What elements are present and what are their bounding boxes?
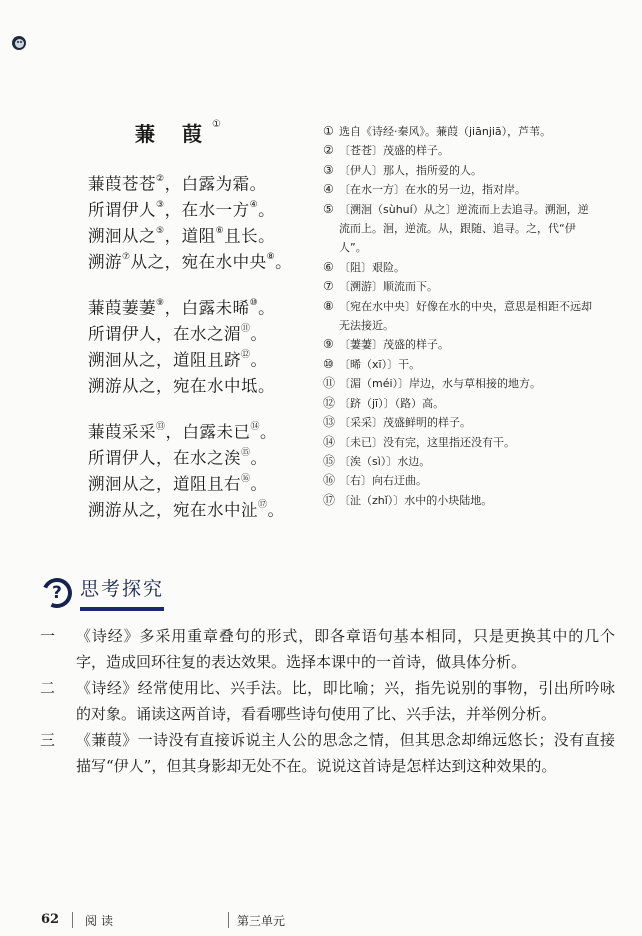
title-note-ref[interactable]: ① [211,119,221,131]
annotation-text: 〔在水一方〕在水的另一边，指对岸。 [339,183,526,197]
poem-title-text: 蒹 葭 [135,122,212,146]
annotation-text: 〔萋萋〕茂盛的样子。 [339,338,449,352]
annotation-item [323,433,593,452]
annotation-number: ⑩ [323,356,334,371]
annotation-number: ⑮ [323,453,336,468]
note-ref[interactable]: ⑯ [241,474,251,484]
annotation-text: 〔晞（xī）〕干。 [339,357,421,371]
poem-line [88,292,292,318]
annotation-item [323,180,593,199]
annotation-text: 〔湄（méi）〕岸边，水与草相接的地方。 [339,377,542,391]
note-ref[interactable]: ⑬ [156,422,166,432]
note-ref[interactable]: ⑭ [250,422,261,432]
question-text: 《诗经》多采用重章叠句的形式，即各章语句基本相同，只是更换其中的几个字，造成回环往复的表达效果。选择本课中的一首诗，做具体分析。 [76,627,615,671]
annotation-item [323,394,593,413]
poem-text: 从之，宛在水中央 [130,252,267,272]
poem-line [88,442,292,468]
poem-text: 。 [250,350,268,370]
question-item [40,675,615,727]
poem-text: 蒹葭采采 [88,422,156,442]
poem-line [88,344,292,370]
annotation-item [323,277,593,296]
poem-text: ，白露未晞 [164,298,250,318]
poem-text: 。 [275,252,293,272]
poem-line [88,194,292,220]
note-ref[interactable]: ⑮ [241,448,251,458]
footer-divider [228,912,229,928]
poem-line [88,318,292,344]
poem-text: 蒹葭苍苍 [88,174,156,194]
annotation-text: 〔沚（zhǐ）〕水中的小块陆地。 [339,493,493,507]
note-ref[interactable]: ② [156,174,165,184]
note-ref[interactable]: ⑥ [215,226,225,236]
poem-line [88,220,292,246]
poem-text: ，道阻 [164,226,216,246]
annotation-text: 〔伊人〕那人，指所爱的人。 [339,163,482,177]
poem-text: 所谓伊人，在水之湄 [88,324,241,344]
footer-unit: 第三单元 [237,914,286,928]
poem-text: ，白露为霜。 [164,174,267,194]
poem-text: 溯游从之，宛在水中坻。 [88,376,275,396]
poem-line [88,168,292,194]
question-item [40,623,615,675]
annotation-text: 〔溯游〕顺流而下。 [339,280,438,294]
annotation-number: ① [323,124,334,138]
section-title: 思考探究 [80,574,164,611]
annotation-item [323,200,593,258]
poem-text: 且长。 [224,226,276,246]
annotation-text: 选自《诗经·秦风》。蒹葭（jiānjiā），芦苇。 [339,125,552,138]
section-header [42,574,164,611]
note-ref[interactable]: ⑨ [156,298,165,308]
question-item [40,727,615,779]
poem-line [88,494,292,520]
note-ref[interactable]: ⑰ [258,500,268,510]
annotation-number: ④ [323,182,334,197]
question-text: 《蒹葭》一诗没有直接诉说主人公的思念之情，但其思念却绵远悠长；没有直接描写“伊人”，但其身影却无处不在。说说这首诗是怎样达到这种效果的。 [76,731,615,775]
page-footer [40,912,600,932]
poem-line [88,370,292,396]
poem-text: 溯洄从之 [88,226,156,246]
footer-section: 阅读 [85,914,118,928]
note-ref[interactable]: ⑪ [241,324,251,334]
annotation-number: ③ [323,162,334,177]
poem-text: 溯洄从之，道阻且跻 [88,350,241,370]
poem-text: ，白露未已 [165,422,251,442]
poem-text: 溯洄从之，道阻且右 [88,474,241,494]
poem-text: 。 [260,422,278,442]
poem-text: 所谓伊人，在水之涘 [88,448,241,468]
annotation-text: 〔宛在水中央〕好像在水的中央，意思是相距不远却无法接近。 [339,299,592,333]
annotation-item [323,413,593,432]
note-ref[interactable]: ⑤ [156,226,165,236]
poem-text: 溯游 [88,252,122,272]
poem-line [88,246,292,272]
annotation-number: ⑥ [323,259,334,274]
poem-text: 。 [267,500,285,520]
annotation-item [323,161,593,180]
poem-line [88,416,292,442]
annotation-number: ⑪ [323,376,336,391]
question-number: 二 [40,679,56,697]
annotation-item [323,335,593,354]
poem-stanza [88,168,292,272]
annotation-item [323,452,593,471]
note-ref[interactable]: ④ [249,200,259,210]
annotation-number: ⑭ [323,434,336,449]
poem-text: 。 [258,200,276,220]
poem-text: 。 [250,448,268,468]
annotation-text: 〔阻〕艰险。 [339,260,405,274]
annotation-text: 〔溯洄（sùhuí）从之〕逆流而上去追寻。溯洄，逆流而上。洄，逆流。从，跟随、追寻。之，代“伊人”。 [339,202,589,255]
annotation-item [323,491,593,510]
annotation-number: ⑦ [323,279,334,294]
poem-line [88,468,292,494]
question-list [40,623,615,779]
annotation-number: ⑬ [323,415,336,430]
poem-stanza [88,292,292,396]
face-icon [12,36,26,50]
annotation-item [323,122,593,141]
annotation-item [323,141,593,160]
note-ref[interactable]: ⑧ [266,252,276,262]
poem-text: 。 [250,324,268,344]
annotation-number: ② [323,143,334,158]
annotation-text: 〔未已〕没有完，这里指还没有干。 [339,435,515,449]
poem-text: 溯游从之，宛在水中沚 [88,500,258,520]
poem-stanza [88,416,292,520]
poem-text: ，在水一方 [164,200,250,220]
footer-divider [72,912,73,928]
annotation-text: 〔苍苍〕茂盛的样子。 [339,144,449,158]
annotation-text: 〔跻（jī）〕（路）高。 [339,396,445,410]
annotation-number: ⑧ [323,298,334,313]
annotation-item [323,258,593,277]
annotation-number: ⑯ [323,473,336,488]
annotation-number: ⑤ [323,201,334,216]
poem-text: 。 [258,298,276,318]
annotation-number: ⑨ [323,337,334,352]
annotation-number: ⑰ [323,492,336,507]
question-number: 三 [40,731,56,749]
annotation-text: 〔右〕向右迂曲。 [339,474,427,488]
poem-text: 。 [250,474,268,494]
page-number: 62 [41,912,60,927]
note-ref[interactable]: ⑦ [122,252,131,262]
question-icon: ? [38,573,76,611]
annotation-item [323,374,593,393]
question-number: 一 [40,627,56,645]
poem-body [88,168,292,540]
annotation-list [323,122,593,510]
note-ref[interactable]: ③ [156,200,165,210]
annotation-item [323,355,593,374]
poem-text: 蒹葭萋萋 [88,298,156,318]
annotation-item [323,297,593,336]
annotation-number: ⑫ [323,395,336,410]
poem-text: 所谓伊人 [88,200,156,220]
annotation-item [323,471,593,490]
poem-title [135,118,221,147]
note-ref[interactable]: ⑩ [249,298,259,308]
question-text: 《诗经》经常使用比、兴手法。比，即比喻；兴，指先说别的事物，引出所吟咏的对象。诵读这两首诗，看看哪些诗句使用了比、兴手法，并举例分析。 [76,679,615,723]
annotation-text: 〔采采〕茂盛鲜明的样子。 [339,416,471,430]
annotation-text: 〔涘（sì）〕水边。 [339,454,431,468]
note-ref[interactable]: ⑫ [241,350,251,360]
